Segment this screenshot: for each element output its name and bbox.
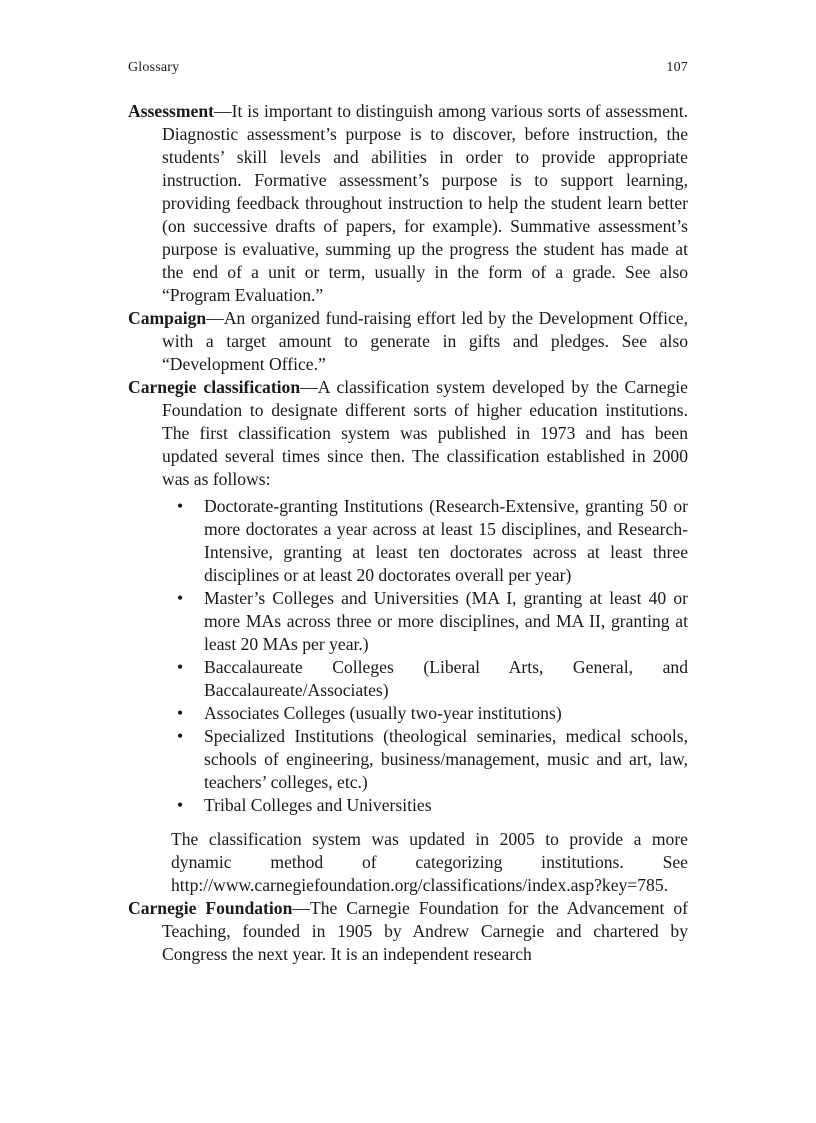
list-item — [177, 702, 688, 725]
glossary-content — [128, 100, 688, 966]
list-item-text: Doctorate-granting Institutions (Research-Extensive, granting 50 or more doctorates a year across at least 15 disciplines, and Research-Intensive, granting at least ten doctorates across at least three disciplines or at least 20 doctorates overall per year) — [204, 496, 688, 585]
glossary-definition: —It is important to distinguish among various sorts of assessment. Diagnostic assessment’s purpose is to discover, before instruction, the students’ skill levels and abilities in order to provide appropriate instruction. Formative assessment’s purpose is to support learning, providing feedback throughout instruction to help the student learn better (on successive drafts of papers, for example). Summative assessment’s purpose is evaluative, summing up the progress the student has made at the end of a unit or term, usually in the form of a grade. See also “Program Evaluation.” — [162, 101, 688, 305]
glossary-entry-campaign — [128, 307, 688, 376]
list-item — [177, 656, 688, 702]
bullet-icon: • — [177, 703, 184, 723]
list-item-text: Specialized Institutions (theological seminaries, medical schools, schools of engineering, business/management, music and art, law, teachers’ colleges, etc.) — [204, 726, 688, 792]
list-item — [177, 725, 688, 794]
bullet-icon: • — [177, 588, 184, 608]
glossary-term: Assessment — [128, 101, 215, 121]
glossary-term: Campaign — [128, 308, 207, 328]
glossary-term: Carnegie classification — [128, 377, 301, 397]
list-item-text: Baccalaureate Colleges (Liberal Arts, General, and Baccalaureate/Associates) — [204, 657, 688, 700]
glossary-definition: —A classification system developed by the Carnegie Foundation to designate different sorts of higher education institutions. The first classification system was published in 1973 and has been updated several times since then. The classification established in 2000 was as follows: — [162, 377, 688, 489]
glossary-term: Carnegie Foundation — [128, 898, 293, 918]
bullet-icon: • — [177, 726, 184, 746]
running-header — [128, 60, 688, 76]
bullet-icon: • — [177, 657, 184, 677]
bullet-icon: • — [177, 795, 184, 815]
list-item-text: Master’s Colleges and Universities (MA I, granting at least 40 or more MAs across three or more disciplines, and MA II, granting at least 20 MAs per year.) — [204, 588, 688, 654]
glossary-definition: —The Carnegie Foundation for the Advancement of Teaching, founded in 1905 by Andrew Carnegie and chartered by Congress the next year. It is an independent research — [162, 898, 689, 964]
classification-list — [128, 495, 688, 817]
bullet-icon: • — [177, 496, 184, 516]
classification-followup-paragraph: The classification system was updated in 2005 to provide a more dynamic method of categorizing institutions. See http://www.carnegiefoundation.org/classifications/index.asp?key=785. — [171, 829, 688, 895]
list-item — [177, 495, 688, 587]
list-item — [177, 794, 688, 817]
list-item-text: Associates Colleges (usually two-year institutions) — [204, 703, 562, 723]
list-item — [177, 587, 688, 656]
glossary-entry-carnegie-foundation — [128, 897, 688, 966]
glossary-entry-carnegie-classification — [128, 376, 688, 491]
list-item-text: Tribal Colleges and Universities — [204, 795, 432, 815]
page-number: 107 — [666, 60, 688, 75]
glossary-entry-assessment — [128, 100, 688, 307]
glossary-definition: —An organized fund-raising effort led by the Development Office, with a target amount to generate in gifts and pledges. See also “Development Office.” — [162, 308, 688, 374]
running-title: Glossary — [128, 60, 180, 75]
